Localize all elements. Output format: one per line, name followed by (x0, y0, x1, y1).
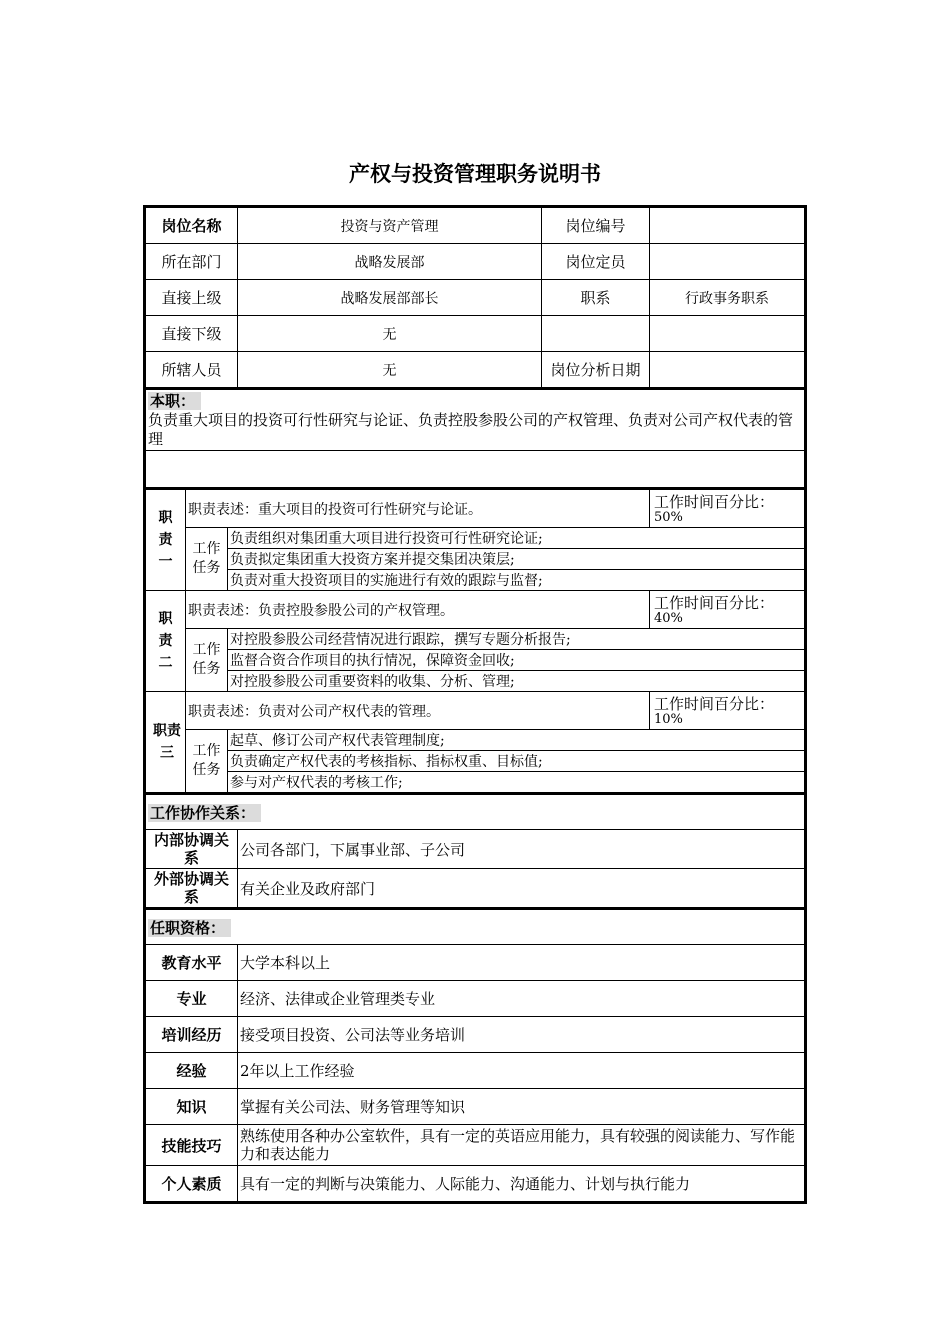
duty-1-task-label (186, 528, 228, 591)
qual-row (146, 981, 805, 1017)
qual-row (146, 1017, 805, 1053)
qual-label: 教育水平 (146, 945, 238, 981)
qual-row (146, 1089, 805, 1125)
duty-3-label (146, 692, 186, 793)
row-position-name (146, 208, 805, 244)
empty-cell (650, 316, 805, 352)
cooperation-header (146, 794, 805, 830)
duty-3-statement-row (146, 692, 805, 730)
job-family-value: 行政事务职系 (650, 280, 805, 316)
duty-2-pct-cell (650, 591, 805, 629)
position-name-label: 岗位名称 (146, 208, 238, 244)
qual-label: 个人素质 (146, 1166, 238, 1202)
qual-row (146, 945, 805, 981)
page-title: 产权与投资管理职务说明书 (349, 162, 601, 186)
duty-1-statement: 职责表述：重大项目的投资可行性研究与论证。 (186, 489, 650, 528)
cooperation-label: 工作协作关系： (148, 804, 261, 822)
duty-3-pct-value: 10% (654, 711, 683, 727)
duty-1-task-2: 负责拟定集团重大投资方案并提交集团决策层; (228, 549, 805, 570)
qual-label: 经验 (146, 1053, 238, 1089)
superior-label: 直接上级 (146, 280, 238, 316)
qual-value: 具有一定的判断与决策能力、人际能力、沟通能力、计划与执行能力 (238, 1166, 805, 1202)
duty-1-pct-label: 工作时间百分比： (654, 492, 775, 511)
headcount-label: 岗位定员 (542, 244, 650, 280)
blank-row (146, 451, 805, 488)
duty-summary-text: 负责重大项目的投资可行性研究与论证、负责控股参股公司的产权管理、负责对公司产权代表的管理 (148, 411, 794, 448)
subordinate-label: 直接下级 (146, 316, 238, 352)
position-no-label: 岗位编号 (542, 208, 650, 244)
duty-1-task-1: 负责组织对集团重大项目进行投资可行性研究论证; (228, 528, 805, 549)
basic-info-table (145, 207, 805, 388)
qual-label: 专业 (146, 981, 238, 1017)
duty-3-task-3: 参与对产权代表的考核工作; (228, 772, 805, 793)
job-description-form (143, 205, 807, 1204)
duty-1-pct-cell (650, 489, 805, 528)
duty-3-pct-cell (650, 692, 805, 730)
analysis-date-value (650, 352, 805, 388)
internal-value: 公司各部门，下属事业部、子公司 (238, 830, 805, 869)
qual-value: 大学本科以上 (238, 945, 805, 981)
duty-1-task-label-text: 工作任务 (192, 541, 221, 576)
duty-2-label (146, 591, 186, 692)
duty-summary-label: 本职： (148, 392, 201, 410)
qual-row (146, 1053, 805, 1089)
duty-2-statement-row (146, 591, 805, 629)
empty-cell (542, 316, 650, 352)
duty-2-label-text: 职责二 (158, 611, 173, 671)
duties-table (145, 488, 805, 793)
duty-1-task-row (146, 528, 805, 549)
qual-label: 培训经历 (146, 1017, 238, 1053)
dept-value: 战略发展部 (238, 244, 542, 280)
external-label: 外部协调关系 (146, 869, 238, 908)
superior-value: 战略发展部部长 (238, 280, 542, 316)
duty-2-pct-label: 工作时间百分比： (654, 593, 775, 612)
qual-value: 接受项目投资、公司法等业务培训 (238, 1017, 805, 1053)
position-no-value (650, 208, 805, 244)
duty-summary-table (145, 388, 805, 488)
dept-label: 所在部门 (146, 244, 238, 280)
duty-2-pct-value: 40% (654, 610, 683, 626)
qual-value: 经济、法律或企业管理类专业 (238, 981, 805, 1017)
qualification-label: 任职资格： (148, 919, 231, 937)
duty-1-label (146, 489, 186, 591)
duty-2-statement: 职责表述：负责控股参股公司的产权管理。 (186, 591, 650, 629)
duty-summary-cell (146, 389, 805, 451)
duty-3-pct-label: 工作时间百分比： (654, 694, 775, 713)
duty-2-task-3: 对控股参股公司重要资料的收集、分析、管理; (228, 671, 805, 692)
subordinate-value: 无 (238, 316, 542, 352)
duty-1-pct-value: 50% (654, 509, 683, 525)
qual-value: 熟练使用各种办公室软件，具有一定的英语应用能力，具有较强的阅读能力、写作能力和表达能力 (238, 1125, 805, 1166)
job-family-label: 职系 (542, 280, 650, 316)
headcount-value (650, 244, 805, 280)
duty-3-task-2: 负责确定产权代表的考核指标、指标权重、目标值; (228, 751, 805, 772)
row-superior (146, 280, 805, 316)
row-staff (146, 352, 805, 388)
internal-label: 内部协调关系 (146, 830, 238, 869)
qual-row (146, 1125, 805, 1166)
qual-row (146, 1166, 805, 1202)
duty-3-task-label-text: 工作任务 (192, 743, 221, 778)
duty-1-task-3: 负责对重大投资项目的实施进行有效的跟踪与监督; (228, 570, 805, 591)
duty-3-task-label (186, 730, 228, 793)
qual-value: 2年以上工作经验 (238, 1053, 805, 1089)
staff-label: 所辖人员 (146, 352, 238, 388)
duty-2-task-1: 对控股参股公司经营情况进行跟踪，撰写专题分析报告; (228, 629, 805, 650)
staff-value: 无 (238, 352, 542, 388)
duty-3-statement: 职责表述：负责对公司产权代表的管理。 (186, 692, 650, 730)
row-dept (146, 244, 805, 280)
qual-value: 掌握有关公司法、财务管理等知识 (238, 1089, 805, 1125)
duty-2-task-label (186, 629, 228, 692)
duty-3-label-text: 职责三 (153, 723, 181, 761)
duty-1-statement-row (146, 489, 805, 528)
position-name-value: 投资与资产管理 (238, 208, 542, 244)
analysis-date-label: 岗位分析日期 (542, 352, 650, 388)
qual-label: 技能技巧 (146, 1125, 238, 1166)
duty-1-label-text: 职责一 (158, 510, 173, 570)
qual-label: 知识 (146, 1089, 238, 1125)
qualification-header (146, 909, 805, 945)
duty-3-task-row (146, 730, 805, 751)
duty-2-task-2: 监督合资合作项目的执行情况，保障资金回收; (228, 650, 805, 671)
duty-2-task-label-text: 工作任务 (192, 642, 221, 677)
duty-3-task-1: 起草、修订公司产权代表管理制度; (228, 730, 805, 751)
qualification-table (145, 908, 805, 1202)
duty-2-task-row (146, 629, 805, 650)
external-value: 有关企业及政府部门 (238, 869, 805, 908)
cooperation-table (145, 793, 805, 908)
row-subordinate (146, 316, 805, 352)
